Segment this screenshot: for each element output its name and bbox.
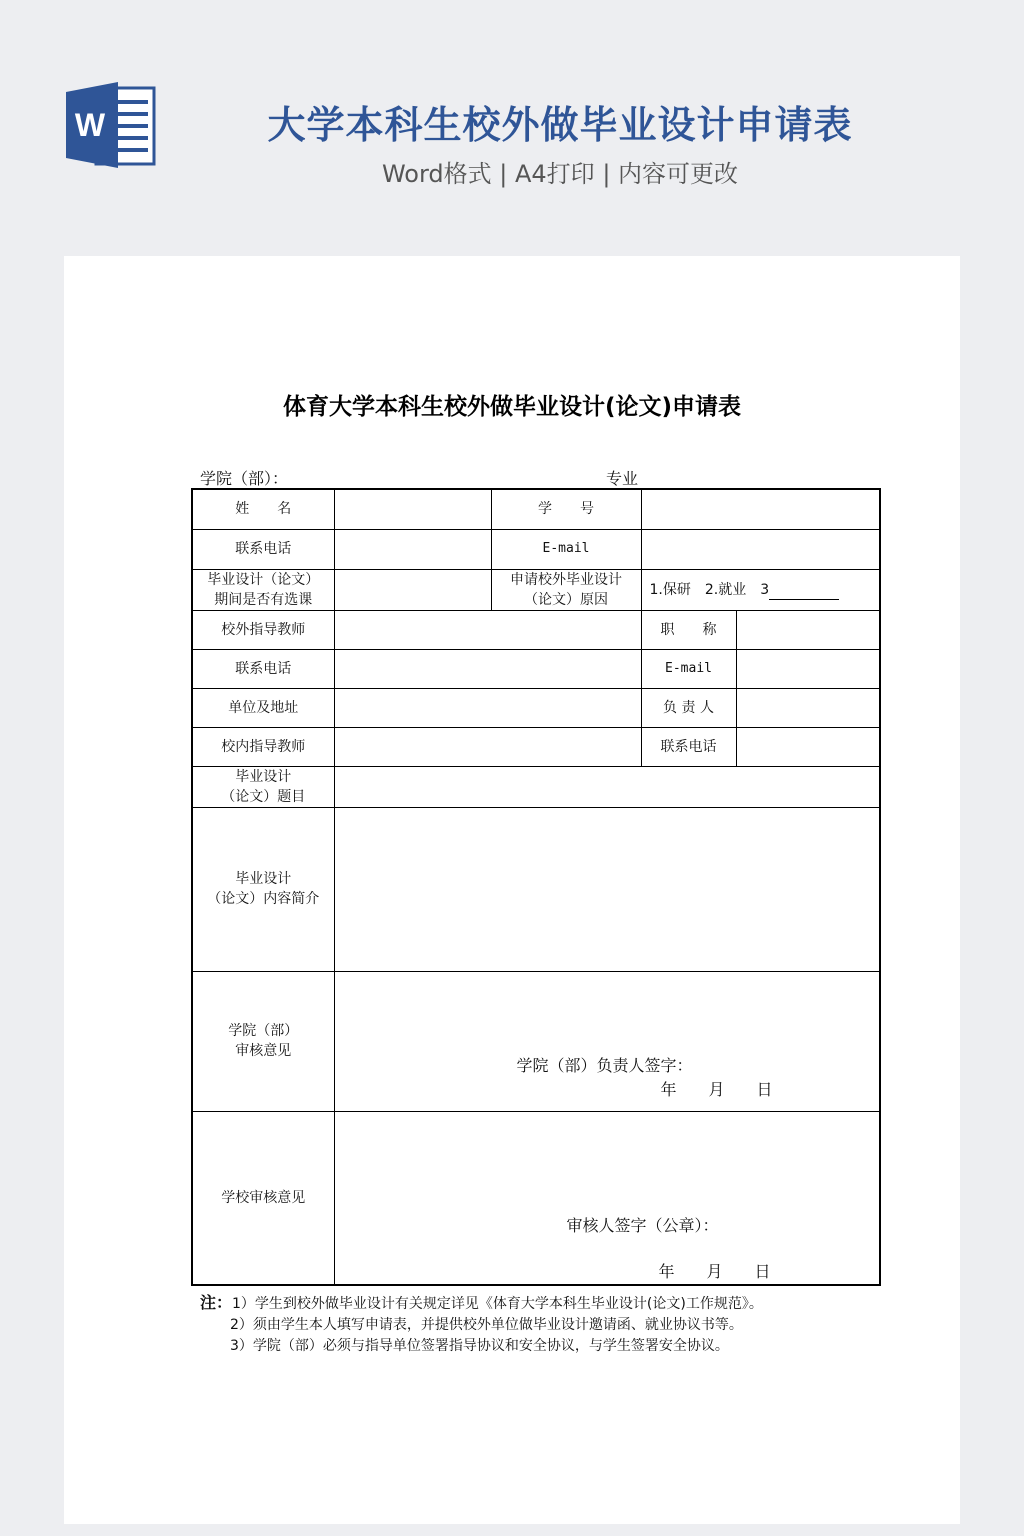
college-sign-label: 学院（部）负责人签字： [516, 1055, 693, 1075]
reason-options-field[interactable] [641, 569, 880, 610]
reason-options: 1.保研 2.就业 3 [649, 581, 770, 598]
ext-teacher-field[interactable] [334, 610, 641, 649]
school-sign-date: 年 月 日 [658, 1261, 771, 1281]
major-label: 专业 [606, 469, 639, 488]
ext-phone-label: 联系电话 [192, 649, 334, 688]
application-form-table [191, 488, 881, 1286]
int-phone-field[interactable] [736, 727, 880, 766]
table-row [192, 688, 880, 727]
reason-line1: 申请校外毕业设计 [510, 571, 622, 588]
college-label: 学院（部）： [200, 469, 289, 488]
table-row [192, 649, 880, 688]
ext-phone-field[interactable] [334, 649, 641, 688]
email-label: E-mail [491, 529, 641, 569]
note-3: 3）学院（部）必须与指导单位签署指导协议和安全协议，与学生签署安全协议。 [230, 1338, 729, 1354]
table-row [192, 569, 880, 610]
page-title: 大学本科生校外做毕业设计申请表 [267, 103, 853, 147]
topic-field[interactable] [334, 766, 880, 807]
table-row [192, 971, 880, 1111]
topic-line2: （论文）题目 [221, 788, 306, 805]
unit-address-field[interactable] [334, 688, 641, 727]
title-field[interactable] [736, 610, 880, 649]
college-review-line1: 学院（部） [228, 1023, 299, 1039]
phone-field[interactable] [334, 529, 491, 569]
ext-email-label: E-mail [641, 649, 736, 688]
title-label: 职 称 [641, 610, 736, 649]
course-question-line2: 期间是否有选课 [214, 591, 313, 608]
int-teacher-field[interactable] [334, 727, 641, 766]
table-row [192, 489, 880, 529]
course-question-label [192, 569, 334, 610]
table-row [192, 529, 880, 569]
svg-text:W: W [74, 107, 106, 143]
student-id-label: 学 号 [491, 489, 641, 529]
name-field[interactable] [334, 489, 491, 529]
document-title: 体育大学本科生校外做毕业设计(论文)申请表 [282, 394, 742, 420]
summary-line2: （论文）内容简介 [207, 891, 320, 907]
notes-lead: 注： [200, 1293, 233, 1312]
ext-teacher-label: 校外指导教师 [192, 610, 334, 649]
name-label: 姓 名 [192, 489, 334, 529]
int-phone-label: 联系电话 [641, 727, 736, 766]
school-review-label: 学校审核意见 [192, 1111, 334, 1285]
student-id-field[interactable] [641, 489, 880, 529]
email-field[interactable] [641, 529, 880, 569]
phone-label: 联系电话 [192, 529, 334, 569]
college-sign-date: 年 月 日 [660, 1079, 773, 1099]
table-row [192, 807, 880, 971]
table-row [192, 727, 880, 766]
summary-label [192, 807, 334, 971]
person-in-charge-field[interactable] [736, 688, 880, 727]
note-1 [200, 1292, 763, 1315]
college-review-field[interactable] [334, 971, 880, 1111]
course-question-line1: 毕业设计（论文） [207, 571, 320, 588]
document-page [64, 256, 960, 1524]
table-row [192, 1111, 880, 1285]
topic-line1: 毕业设计 [235, 768, 292, 785]
person-in-charge-label: 负 责 人 [641, 688, 736, 727]
note-2: 2）须由学生本人填写申请表，并提供校外单位做毕业设计邀请函、就业协议书等。 [230, 1317, 743, 1333]
table-row [192, 766, 880, 807]
summary-field[interactable] [334, 807, 880, 971]
topic-label [192, 766, 334, 807]
unit-address-label: 单位及地址 [192, 688, 334, 727]
college-review-line2: 审核意见 [235, 1043, 292, 1059]
notes [200, 1292, 763, 1357]
word-doc-icon [66, 82, 156, 168]
page-subtitle: Word格式 | A4打印 | 内容可更改 [381, 160, 739, 188]
reason-other-blank[interactable] [769, 586, 839, 600]
college-review-label [192, 971, 334, 1111]
table-row [192, 610, 880, 649]
int-teacher-label: 校内指导教师 [192, 727, 334, 766]
school-sign-label: 审核人签字（公章）： [566, 1215, 719, 1235]
reason-line2: （论文）原因 [524, 591, 608, 608]
reason-label [491, 569, 641, 610]
course-question-field[interactable] [334, 569, 491, 610]
note-1-text: 1）学生到校外做毕业设计有关规定详见《体育大学本科生毕业设计(论文)工作规范》。 [232, 1296, 763, 1312]
school-review-field[interactable] [334, 1111, 880, 1285]
summary-line1: 毕业设计 [235, 871, 292, 887]
ext-email-field[interactable] [736, 649, 880, 688]
